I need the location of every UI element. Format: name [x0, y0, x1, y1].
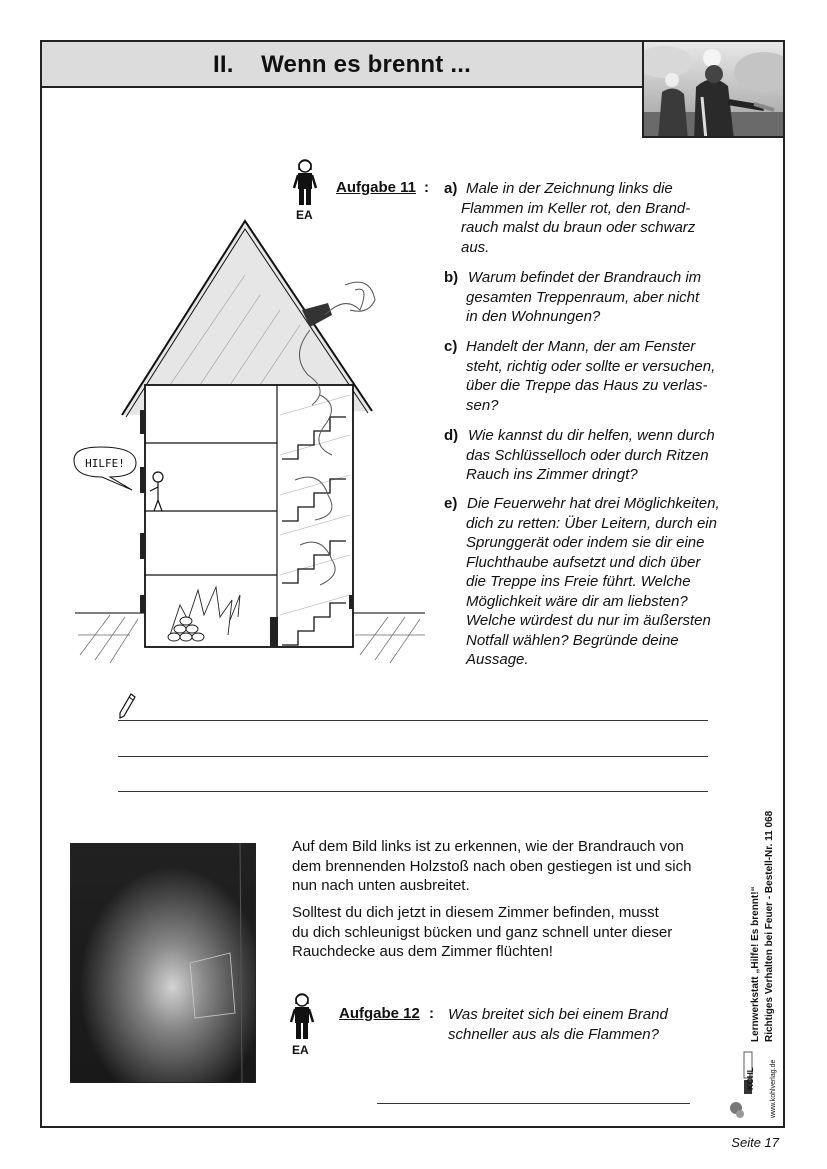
- answer-line[interactable]: [118, 720, 708, 721]
- speech-bubble-text: HILFE!: [85, 457, 125, 470]
- question-a: a) Male in der Zeichnung links die Flammen im Keller rot, den Brand- rauch malst du braun oder schwarz aus.: [444, 180, 696, 256]
- student-icon: [288, 992, 318, 1042]
- sidebar-order: Richtiges Verhalten bei Feuer - Bestell-Nr. 11 068: [764, 810, 775, 1042]
- task-11-title: Aufgabe 11: [336, 179, 417, 196]
- task-11-colon: :: [424, 179, 429, 196]
- question-c: c) Handelt der Mann, der am Fenster steht, richtig oder sollte er versuchen, über die Treppe das Haus zu verlas- sen?: [444, 338, 716, 414]
- smoke-room-photo: [70, 843, 256, 1083]
- sidebar-title: Lernwerkstatt „Hilfe! Es brennt!“: [750, 886, 761, 1042]
- answer-line[interactable]: [377, 1103, 690, 1104]
- info-paragraph-1: Auf dem Bild links ist zu erkennen, wie der Brandrauch von dem brennenden Holzstoß nach oben gestiegen ist und sich nun nach unten ausbreitet.: [292, 838, 692, 894]
- publisher-name: KOHL: [746, 1067, 755, 1090]
- task-12-title: Aufgabe 12: [339, 1005, 420, 1022]
- student-icon: [291, 158, 321, 208]
- pencil-icon: [117, 692, 137, 722]
- section-header: [40, 40, 644, 88]
- info-paragraph-2: Solltest du dich jetzt in diesem Zimmer befinden, musst du dich schleunigst bücken und ganz schnell unter dieser Rauchdecke aus dem Zimmer flüchten!: [292, 904, 673, 960]
- page-title: II. Wenn es brennt ...: [213, 51, 471, 78]
- answer-line[interactable]: [118, 791, 708, 792]
- question-b: b) Warum befindet der Brandrauch im gesamten Treppenraum, aber nicht in den Wohnungen?: [444, 269, 702, 325]
- question-e: e) Die Feuerwehr hat drei Möglichkeiten, dich zu retten: Über Leitern, durch ein Sprunggerät oder indem sie dir eine Fluchthaube aufsetzt und dich über die Treppe ins Freie führt. Welche Möglichkeit wäre dir am liebsten? Welche würdest du nur im äußersten Notfall wählen? Begründe deine Aussage.: [444, 495, 720, 668]
- firefighter-photo: [642, 40, 785, 138]
- task-12-colon: :: [429, 1005, 434, 1022]
- task-12-question: Was breitet sich bei einem Brand schneller aus als die Flammen?: [448, 1006, 668, 1043]
- answer-line[interactable]: [118, 756, 708, 757]
- publisher-url[interactable]: www.kohlverlag.de: [770, 1059, 777, 1118]
- house-drawing: [70, 215, 430, 670]
- question-d: d) Wie kannst du dir helfen, wenn durch das Schlüsselloch oder durch Ritzen Rauch ins Zimmer dringt?: [444, 427, 715, 483]
- page-number: Seite 17: [731, 1135, 779, 1150]
- ea-label: EA: [296, 208, 313, 222]
- ea-label: EA: [292, 1043, 309, 1057]
